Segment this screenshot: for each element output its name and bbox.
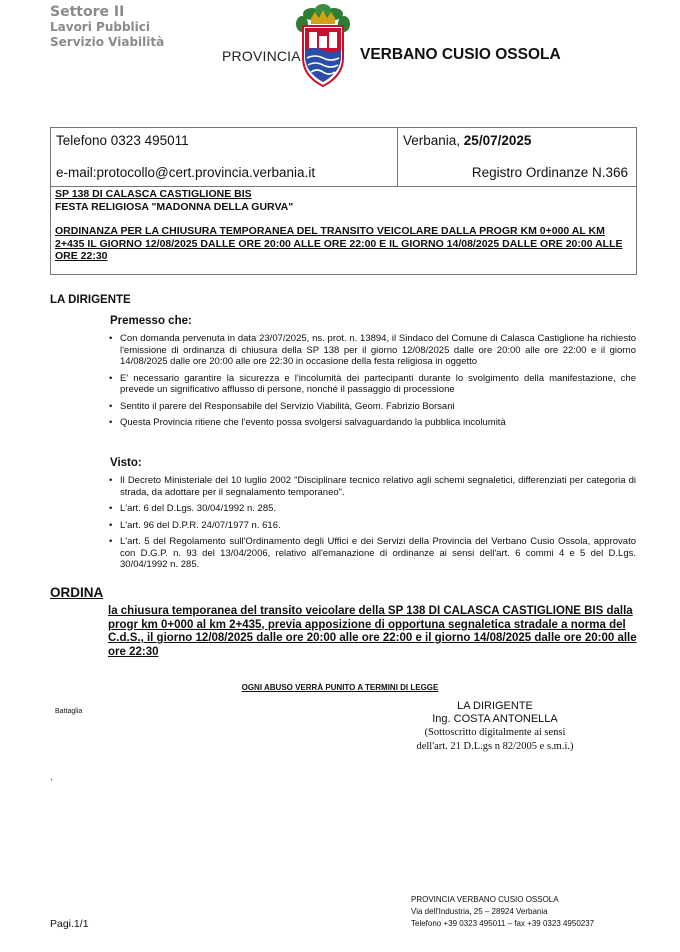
premesso-heading: Premesso che: <box>110 315 192 327</box>
list-item: • Il Decreto Ministeriale del 10 luglio 2002 "Disciplinare tecnico relativo agli schemi segnaletici, differenziati per categoria di strada, da adottare per il segnalamento temporaneo". <box>108 475 636 498</box>
signature-note-line1: (Sottoscritto digitalmente ai sensi <box>424 727 566 738</box>
list-item: • E' necessario garantire la sicurezza e l'incolumità dei partecipanti durante lo svolgimento della manifestazione, che prevede un significativo afflusso di persone, nonché il passaggio di processione <box>108 373 636 396</box>
footer-org: PROVINCIA VERBANO CUSIO OSSOLA <box>411 895 559 904</box>
penalty-notice: OGNI ABUSO VERRÀ PUNITO A TERMINI DI LEGGE <box>241 683 439 692</box>
province-name: VERBANO CUSIO OSSOLA <box>360 46 561 63</box>
sector-title: Settore II <box>50 4 125 20</box>
document-date <box>403 133 531 148</box>
ordina-heading: ORDINA <box>50 585 104 600</box>
premesso-list <box>108 333 636 434</box>
issuer-heading: LA DIRIGENTE <box>50 294 131 306</box>
visto-list <box>108 475 636 576</box>
list-item: • L'art. 6 del D.Lgs. 30/04/1992 n. 285. <box>108 503 636 515</box>
email-address: e-mail:protocollo@cert.provincia.verbania.it <box>56 165 316 180</box>
drafter-initials: Battaglia <box>55 708 83 715</box>
province-coat-of-arms-icon <box>294 2 352 88</box>
info-box <box>50 127 637 275</box>
sector-department: Lavori Pubblici <box>50 20 150 34</box>
registry-number: Registro Ordinanze N.366 <box>471 165 628 180</box>
list-item: • L'art. 5 del Regolamento sull'Ordinamento degli Uffici e dei Servizi della Provincia del Verbano Cusio Ossola, approvato con D.G.P. n. 93 del 13/04/2006, relativo all'emanazione di ordinanze ai sensi dell'art. 6 commi 4 e 5 del D.Lgs. 30/04/1992 n. 285. <box>108 536 636 571</box>
list-item: • Questa Provincia ritiene che l'evento possa svolgersi salvaguardando la pubblica incolumità <box>108 417 636 429</box>
signature-block <box>380 700 610 754</box>
sector-service: Servizio Viabilità <box>50 35 165 49</box>
signature-note-line2: dell'art. 21 D.L.gs n 82/2005 e s.m.i.) <box>416 741 574 752</box>
road-name: SP 138 DI CALASCA CASTIGLIONE BIS <box>55 188 252 200</box>
box-divider-horizontal <box>51 186 636 187</box>
signer-name: Ing. COSTA ANTONELLA <box>432 713 558 725</box>
list-item: • L'art. 96 del D.P.R. 24/07/1977 n. 616. <box>108 520 636 532</box>
phone-number: Telefono 0323 495011 <box>56 133 189 148</box>
sector-block <box>50 4 164 50</box>
ordinance-title: ORDINANZA PER LA CHIUSURA TEMPORANEA DEL TRANSITO VEICOLARE DALLA PROGR KM 0+000 AL KM 2+435 IL GIORNO 12/08/2025 DALLE ORE 20:00 ALLE ORE 22:00 E IL GIORNO 14/08/2025 DALLE ORE 20:00 ALLE ORE 22:30 <box>55 225 623 262</box>
stray-mark: . <box>50 772 53 783</box>
list-item: • Sentito il parere del Responsabile del Servizio Viabilità, Geom. Fabrizio Borsani <box>108 401 636 413</box>
footer-address-block <box>411 894 594 930</box>
visto-heading: Visto: <box>110 457 142 469</box>
date-prefix: Verbania, <box>403 133 464 148</box>
box-divider-vertical <box>397 128 398 186</box>
ordina-text: la chiusura temporanea del transito veicolare della SP 138 DI CALASCA CASTIGLIONE BIS dalla progr km 0+000 al km 2+435, previa apposizione di opportuna segnaletica stradale a norma del C.d.S., il giorno 12/08/2025 dalle ore 20:00 alle ore 22:00 e il giorno 14/08/2025 dalle ore 20:00 alle ore 22:30 <box>108 605 637 658</box>
footer-contacts: Telefono +39 0323 495011 – fax +39 0323 4950237 <box>411 919 595 928</box>
page-number: Pagi.1/1 <box>50 918 89 930</box>
event-name: FESTA RELIGIOSA "MADONNA DELLA GURVA" <box>55 201 294 213</box>
province-label: PROVINCIA <box>222 48 301 64</box>
signer-role: LA DIRIGENTE <box>457 700 533 712</box>
list-item: • Con domanda pervenuta in data 23/07/2025, ns. prot. n. 13894, il Sindaco del Comune di Calasca Castiglione ha richiesto l'emissione di ordinanza di chiusura della SP 138 per il giorno 12/08/2025 dalle ore 20:00 alle ore 22:00 e il giorno 14/08/2025 dalle ore 20:00 alle ore 22:30 in occasione della festa religiosa in oggetto <box>108 333 636 368</box>
date-value: 25/07/2025 <box>463 133 532 148</box>
footer-address: Via dell'Industria, 25 – 28924 Verbania <box>411 907 548 916</box>
